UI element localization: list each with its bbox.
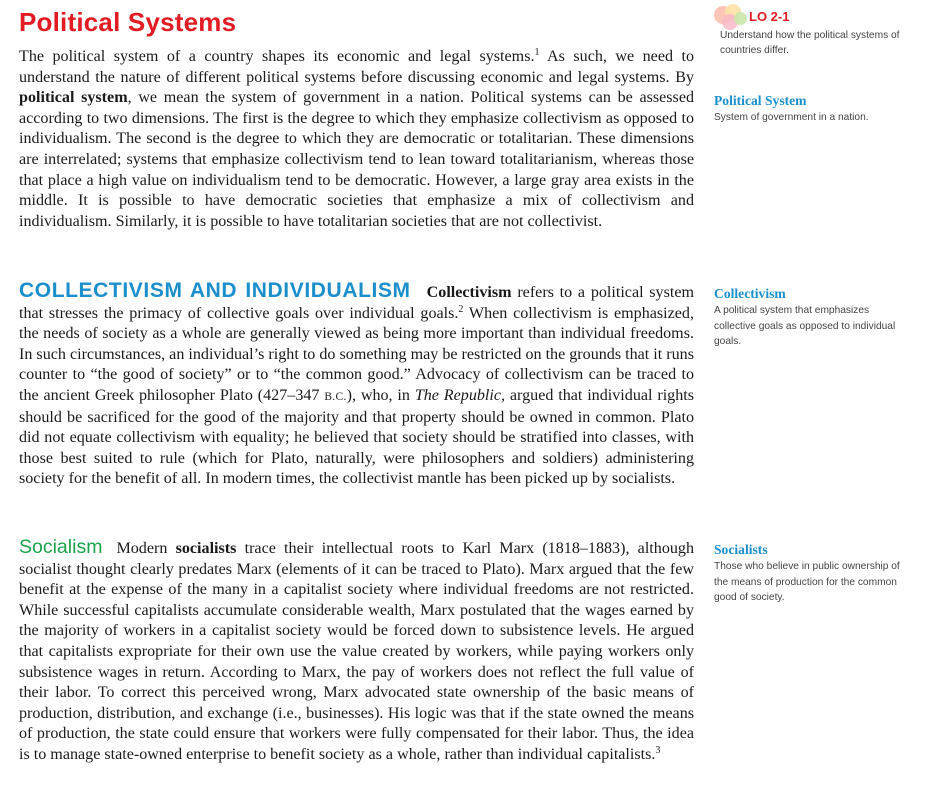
glossary-collectivism [714,285,910,350]
text-run: argued that individual rights should be sacrificed for the good of the majority and that property should be owned in common. Plato did not equate collectivism with equality; he believed that society should be stratified into classes, with those best suited to rule (which for Plato, naturally, were philosophers and soldiers) administering society for the benefit of all. In modern times, the collectivist mantle has been picked up by socialists. [19,386,694,488]
text-run: refers to a political system that stresses the primacy of collective goals over individual goals. [19,284,694,322]
footnote-ref[interactable]: 2 [458,303,464,315]
footnote-ref[interactable]: 1 [534,47,540,58]
text-run: Modern [116,540,176,557]
text-run: When collectivism is emphasized, the needs of society as a whole are generally viewed as being more important than individual freedoms. In such circumstances, an individual’s right to do something may be restricted on the grounds that it runs counter to “the good of society” or to “the common good.” Advocacy of collectivism can be traced to the ancient Greek philosopher Plato (427–347 [19,304,695,404]
footnote-ref[interactable]: 3 [655,744,661,756]
key-term: political system [19,89,128,107]
page-title: Political Systems [19,7,237,37]
learning-objective [714,4,914,59]
socialism-paragraph [19,537,694,766]
book-title: The Republic, [414,386,506,404]
text-run: ), who, in [346,386,415,404]
glossary-term: Socialists [714,542,768,557]
section-heading: COLLECTIVISM AND INDIVIDUALISM [19,279,411,302]
glossary-definition: System of government in a nation. [714,112,869,123]
main-column [19,0,695,763]
glossary-definition: Those who believe in public ownership of the means of production for the common good of society. [714,561,900,604]
glossary-term: Political System [714,93,807,108]
glossary-socialists [714,541,910,606]
text-run: trace their intellectual roots to Karl Marx (1818–1883), although socialist thought clearly predates Marx (elements of it can be traced to Plato). Marx argued that the few benefit at the expense of the many in a capitalist society where individual freedoms are not restricted. While successful capitalists accumulate considerable wealth, Marx postulated that the wages earned by the majority of workers in a capitalist society would be forced down to subsistence levels. He argued that capitalists expropriate for their own use the value created by workers, while paying workers only subsistence wages in return. According to Marx, the pay of workers does not reflect the full value of their labor. To correct this perceived wrong, Marx advocated state ownership of the basic means of production, distribution, and exchange (i.e., businesses). His logic was that if the state owned the means of production, the state could ensure that workers were fully compensated for their labor. Thus, the idea is to manage state-owned enterprise to benefit society as a whole, rather than individual capitalists. [19,540,695,763]
lo-label: LO 2-1 [749,9,790,24]
text-run: , we mean the system of government in a nation. Political systems can be assessed according to two dimensions. The first is the degree to which they emphasize collectivism as opposed to individualism. The second is the degree to which they are democratic or totalitarian. These dimensions are interrelated; systems that emphasize collectivism tend to lean toward totalitarianism, whereas those that place a high value on individualism tend to be democratic. However, a large gray area exists in the middle. It is possible to have democratic societies that emphasize a mix of collectivism and individualism. Similarly, it is possible to have totalitarian societies that are not collectivist. [19,89,695,230]
collectivism-paragraph [19,281,694,490]
key-term: socialists [175,540,237,557]
intro-paragraph [19,47,694,232]
glossary-definition: A political system that emphasizes collective goals as opposed to individual goals. [714,305,896,348]
lo-text: Understand how the political systems of countries differ. [720,30,900,57]
glossary-term: Collectivism [714,286,786,301]
era-abbrev: B.C. [324,390,347,403]
lo-badge-icon [714,4,914,28]
text-run: The political system of a country shapes its economic and legal systems. [19,48,535,65]
glossary-political-system [714,92,910,126]
subsection-heading: Socialism [19,536,103,558]
text-run: As such, we need to understand the nature of different political systems before discussing economic and legal systems. By [19,48,694,86]
key-term: Collectivism [426,284,512,301]
